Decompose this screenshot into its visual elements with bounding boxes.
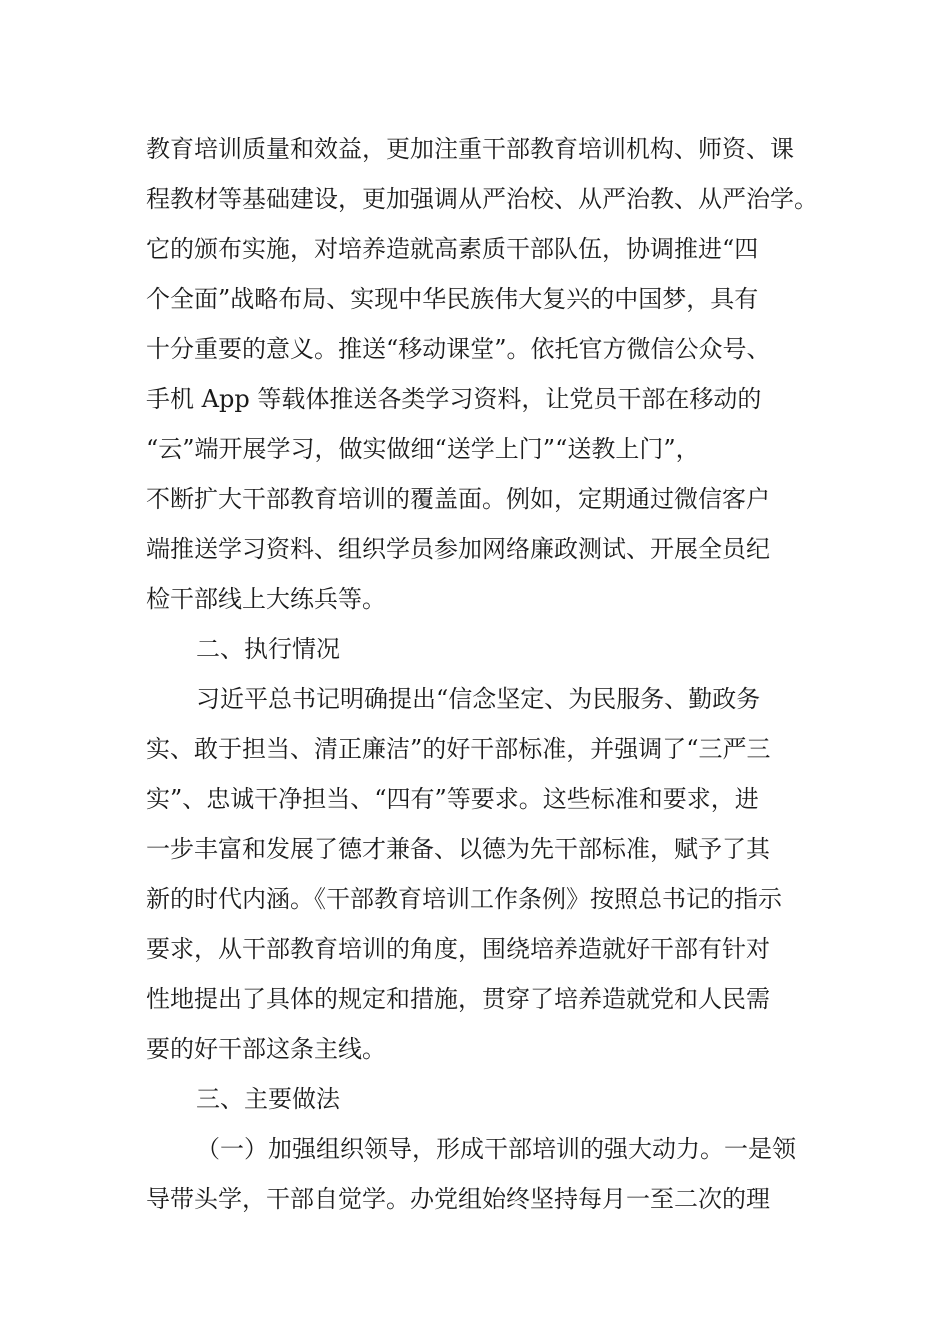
- body-text-line: 要的好干部这条主线。: [146, 1035, 386, 1063]
- body-text-line: 新的时代内涵。《干部教育培训工作条例》按照总书记的指示: [146, 885, 782, 913]
- body-text-line: 要求，从干部教育培训的角度，围绕培养造就好干部有针对: [146, 935, 770, 963]
- body-text-line: “云”端开展学习，做实做细“送学上门”“送教上门”，: [146, 435, 700, 463]
- body-text-line: 个全面”战略布局、实现中华民族伟大复兴的中国梦，具有: [146, 285, 759, 313]
- body-text-line: 检干部线上大练兵等。: [146, 585, 386, 613]
- paragraph-first-line: 习近平总书记明确提出“信念坚定、为民服务、勤政务: [196, 685, 761, 713]
- body-text-line: 十分重要的意义。推送“移动课堂”。依托官方微信公众号、: [146, 335, 771, 363]
- body-text-line: 它的颁布实施，对培养造就高素质干部队伍，协调推进“四: [146, 235, 759, 263]
- body-text-line: 一步丰富和发展了德才兼备、以德为先干部标准，赋予了其: [146, 835, 770, 863]
- body-text-line: 程教材等基础建设，更加强调从严治校、从严治教、从严治学。: [146, 185, 818, 213]
- body-text-line: 实、敢于担当、清正廉洁”的好干部标准，并强调了“三严三: [146, 735, 771, 763]
- body-text-line: 手机 App 等载体推送各类学习资料，让党员干部在移动的: [146, 385, 762, 413]
- body-text-line: 性地提出了具体的规定和措施，贯穿了培养造就党和人民需: [146, 985, 770, 1013]
- body-text-line: 不断扩大干部教育培训的覆盖面。例如，定期通过微信客户: [146, 485, 770, 513]
- paragraph-first-line: （一）加强组织领导，形成干部培训的强大动力。一是领: [196, 1135, 796, 1163]
- section-heading: 二、执行情况: [196, 635, 340, 663]
- body-text-line: 教育培训质量和效益，更加注重干部教育培训机构、师资、课: [146, 135, 794, 163]
- body-text-line: 导带头学，干部自觉学。办党组始终坚持每月一至二次的理: [146, 1185, 770, 1213]
- section-heading: 三、主要做法: [196, 1085, 340, 1113]
- body-text-line: 端推送学习资料、组织学员参加网络廉政测试、开展全员纪: [146, 535, 770, 563]
- body-text-line: 实”、忠诚干净担当、“四有”等要求。这些标准和要求，进: [146, 785, 759, 813]
